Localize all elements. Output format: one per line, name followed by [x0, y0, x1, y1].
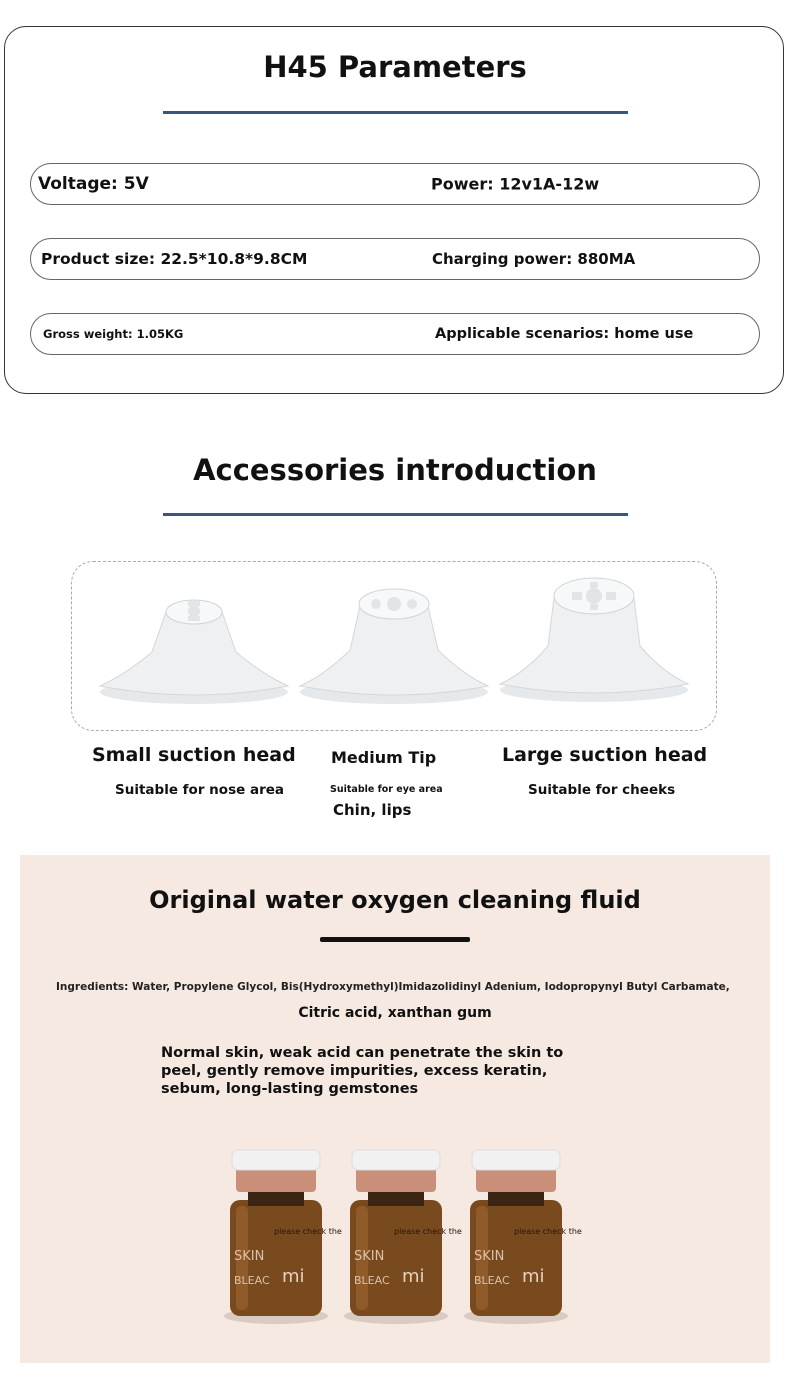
- gross-weight-label: Gross weight: 1.05KG: [43, 327, 184, 341]
- small-suction-head-image: [96, 582, 292, 710]
- medium-tip-desc-2: Chin, lips: [333, 801, 412, 819]
- fluid-title-underline: [320, 937, 470, 942]
- bottle-label-brand: mi: [402, 1266, 425, 1287]
- bottle-label-small: please check the: [394, 1227, 462, 1236]
- medium-tip-image: [296, 578, 492, 710]
- bottle-label-line2: BLEAC: [474, 1274, 510, 1287]
- charging-power-label: Charging power: 880MA: [432, 250, 636, 268]
- fluid-description: Normal skin, weak acid can penetrate the skin to peel, gently remove impurities, excess keratin, sebum, long-lasting gemstones: [161, 1045, 564, 1097]
- accessories-underline: [163, 513, 628, 516]
- large-suction-head-image: [496, 572, 692, 710]
- param-row-weight-scenario: [30, 313, 760, 355]
- accessories-title: Accessories introduction: [193, 453, 597, 487]
- power-label: Power: 12v1A-12w: [431, 174, 600, 194]
- bottle-label-line1: SKIN: [234, 1249, 265, 1264]
- medium-tip-name: Medium Tip: [331, 748, 437, 767]
- voltage-label: Voltage: 5V: [38, 174, 149, 194]
- fluid-bottle-image: [342, 1148, 462, 1328]
- param-row-size-charging: [30, 238, 760, 280]
- bottle-label-line1: SKIN: [474, 1249, 505, 1264]
- param-row-voltage-power: [30, 163, 760, 205]
- product-size-label: Product size: 22.5*10.8*9.8CM: [41, 250, 308, 268]
- fluid-bottle-image: [462, 1148, 582, 1328]
- fluid-bottle-image: [222, 1148, 342, 1328]
- bottle-label-brand: mi: [522, 1266, 545, 1287]
- medium-tip-desc: Suitable for eye area: [330, 784, 443, 795]
- ingredients-text: Ingredients: Water, Propylene Glycol, Bis(Hydroxymethyl)Imidazolidinyl Adenium, Iodopropynyl Butyl Carbamate,: [56, 981, 730, 993]
- parameters-title: H45 Parameters: [263, 50, 527, 84]
- scenario-label: Applicable scenarios: home use: [435, 326, 694, 342]
- bottle-label-small: please check the: [514, 1227, 582, 1236]
- bottle-label-small: please check the: [274, 1227, 342, 1236]
- large-suction-head-name: Large suction head: [502, 744, 708, 766]
- bottle-label-line1: SKIN: [354, 1249, 385, 1264]
- small-suction-head-desc: Suitable for nose area: [115, 782, 284, 798]
- ingredients-text-continued: Citric acid, xanthan gum: [298, 1005, 492, 1021]
- small-suction-head-name: Small suction head: [92, 744, 296, 766]
- bottle-label-line2: BLEAC: [354, 1274, 390, 1287]
- bottle-label-brand: mi: [282, 1266, 305, 1287]
- large-suction-head-desc: Suitable for cheeks: [528, 782, 676, 798]
- bottle-label-line2: BLEAC: [234, 1274, 270, 1287]
- title-underline: [163, 111, 628, 114]
- fluid-title: Original water oxygen cleaning fluid: [149, 886, 641, 914]
